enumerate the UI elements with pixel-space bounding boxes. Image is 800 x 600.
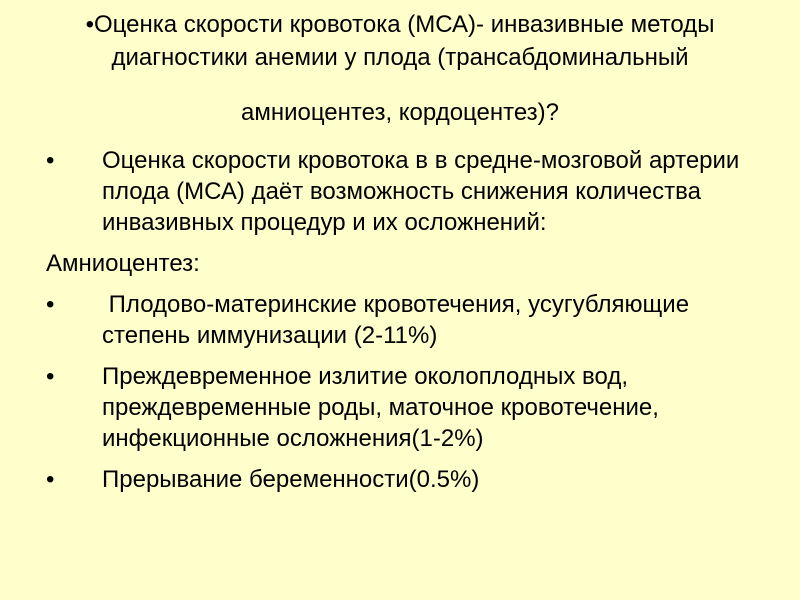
slide-body [46,145,766,505]
list-item-text: Плодово-материнские кровотечения, усугубляющие степень иммунизации (2-11%) [102,291,696,349]
bullet-icon: • [46,363,55,390]
intro-bullet [46,145,766,238]
list-item [46,464,766,495]
section-label: Амниоцентез: [46,250,200,277]
list-item [46,289,766,351]
slide-title: •Оценка скорости кровотока (МСА)- инвазивные методы диагностики анемии у плода (трансабдоминальный [85,11,715,71]
list-item [46,361,766,454]
list-item-text: Преждевременное излитие околоплодных вод, преждевременные роды, маточное кровотечение, инфекционные осложнения(1-2%) [102,363,659,452]
bullet-icon: • [46,147,55,174]
intro-bullet-text: Оценка скорости кровотока в в средне-мозговой артерии плода (МСА) даёт возможность снижения количества инвазивных процедур и их осложнений: [102,147,740,236]
bullet-icon: • [46,466,55,493]
list-item-text: Прерывание беременности(0.5%) [102,466,480,493]
bullet-icon: • [46,291,55,318]
slide-title-continuation: амниоцентез, кордоцентез)? [240,99,560,126]
